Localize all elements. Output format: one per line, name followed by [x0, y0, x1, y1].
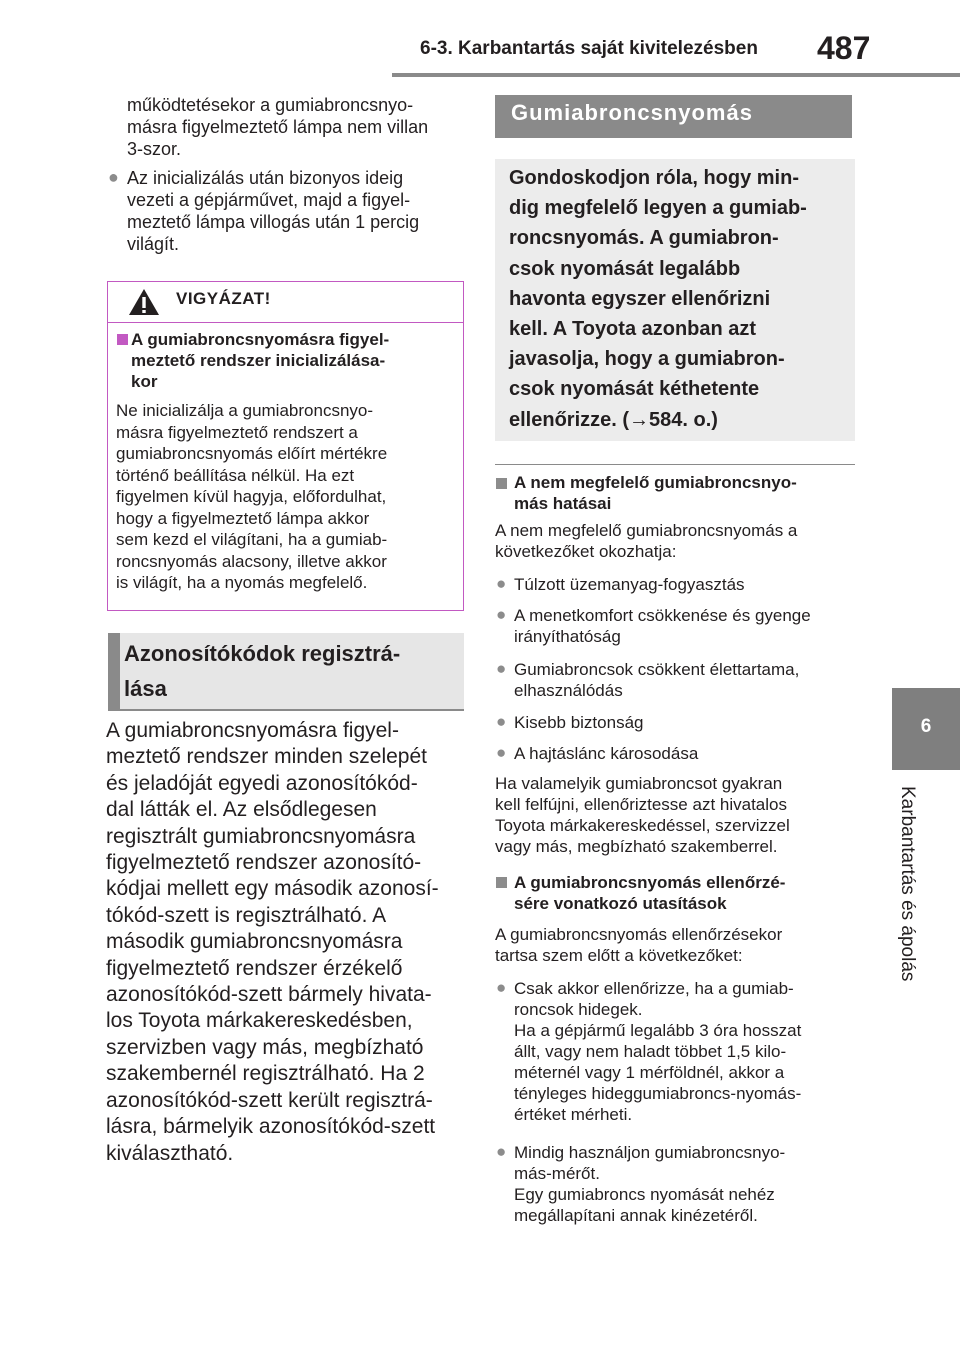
warning-body: Ne inicializálja a gumiabroncsnyo- másra figyelmeztető rendszert a gumiabroncsnyomás előírt mértékre történő beállítása nélkül. Ha ezt figyelmen kívül hagyja, előfordulhat, hogy a figyelmeztető lámpa akkor sem kezd el világítani, ha a gumiab- roncsnyomás alacsony, illetve akkor is világít, ha a nyomás megfelelő. — [116, 401, 388, 592]
section-heading-id-codes: Azonosítókódok regisztrá- lása — [124, 641, 401, 701]
column-rule — [495, 464, 855, 465]
list-item: Túlzott üzemanyag-fogyasztás — [514, 575, 745, 594]
section-heading-rule — [108, 709, 464, 711]
list-item: Kisebb biztonság — [514, 713, 644, 732]
subsection-title-effects: A nem megfelelő gumiabroncsnyo- más hatásai — [514, 473, 797, 513]
list-item: A hajtáslánc károsodása — [514, 744, 699, 763]
bullet-icon: ● — [496, 743, 507, 762]
chapter-tab-label-wrap — [896, 786, 940, 1016]
header-rule — [392, 73, 960, 77]
bullet-icon: ● — [496, 659, 507, 678]
list-item: Csak akkor ellenőrizze, ha a gumiab- roncsok hidegek. Ha a gépjármű legalább 3 óra hosszat állt, vagy nem haladt többet 1,5 kilo- méternél vagy 1 mérföldnél, akkor a tényleges hideggumiabroncs-nyomás- értéket mérheti. — [514, 979, 802, 1124]
warning-triangle-icon — [128, 288, 160, 316]
warning-header — [108, 282, 463, 323]
bullet-icon: ● — [496, 712, 507, 731]
section-heading-bar — [108, 633, 120, 709]
bullet-text: Az inicializálás után bizonyos ideig vezeti a gépjárművet, majd a figyel- meztető lámpa villogás után 1 percig világít. — [127, 168, 420, 254]
bullet-icon: ● — [496, 978, 507, 997]
warning-subtitle: A gumiabroncsnyomásra figyel- meztető rendszer inicializálása- kor — [131, 330, 390, 391]
chapter-tab-number: 6 — [920, 716, 932, 737]
list-item: Mindig használjon gumiabroncsnyo- más-mérőt. Egy gumiabroncs nyomását nehéz megállapítani annak kinézetéről. — [514, 1143, 786, 1225]
intro-continuation: működtetésekor a gumiabroncsnyo- másra figyelmeztető lámpa nem villan 3-szor. — [127, 95, 429, 159]
bullet-icon: ● — [496, 1142, 507, 1161]
bullet-icon: ● — [108, 167, 119, 187]
warning-title: VIGYÁZAT! — [176, 289, 271, 308]
intro-box-text: Gondoskodjon róla, hogy min- dig megfelelő legyen a gumiab- roncsnyomás. A gumiabron- csok nyomását legalább havonta egyszer ellenőrizni kell. A Toyota azonban azt javasolja, hogy a gumiabron- csok nyomását kéthetente ellenőrizze. (→584. o.) — [509, 167, 807, 431]
list-item: Gumiabroncsok csökkent élettartama, elhasználódás — [514, 660, 800, 700]
bullet-icon: ● — [496, 574, 507, 593]
subsection-closing: Ha valamelyik gumiabroncsot gyakran kell felfújni, ellenőriztesse azt hivatalos Toyota márkakereskedéssel, szervizzel vagy más, megbízható szakemberrel. — [495, 774, 790, 856]
section-heading-tire-pressure: Gumiabroncsnyomás — [511, 100, 753, 125]
chapter-tab-label: Karbantartás és ápolás — [897, 786, 918, 982]
subsection-lead: A gumiabroncsnyomás ellenőrzésekor tartsa szem előtt a következőket: — [495, 925, 783, 965]
warning-subtitle-square-icon — [117, 334, 128, 345]
running-header-section: 6-3. Karbantartás saját kivitelezésben — [420, 38, 758, 59]
list-item: A menetkomfort csökkenése és gyenge irányíthatóság — [514, 606, 811, 646]
bullet-icon: ● — [496, 605, 507, 624]
subsection-lead: A nem megfelelő gumiabroncsnyomás a következőket okozhatja: — [495, 521, 798, 561]
subsection-square-icon — [496, 877, 507, 888]
id-codes-body: A gumiabroncsnyomásra figyel- meztető rendszer minden szelepét és jeladóját egyedi azonosítókód- dal látták el. Az elsődlegesen regisztrált gumiabroncsnyomásra figyelmeztető rendszer azonosító- kódjai mellett egy második azonosí- tókód-szett is regisztrálható. A második gumiabroncsnyomásra figyelmeztető rendszer érzékelő azonosítókód-szett bármely hivata- los Toyota márkakereskedésben, szervizben vagy más, megbízható szakembernél regisztrálható. Ha 2 azonosítókód-szett került regisztrá- lásra, bármelyik azonosítókód-szett kiválasztható. — [106, 719, 439, 1165]
subsection-square-icon — [496, 478, 507, 489]
subsection-title-instructions: A gumiabroncsnyomás ellenőrzé- sére vonatkozó utasítások — [514, 873, 786, 913]
page-number: 487 — [817, 30, 871, 66]
